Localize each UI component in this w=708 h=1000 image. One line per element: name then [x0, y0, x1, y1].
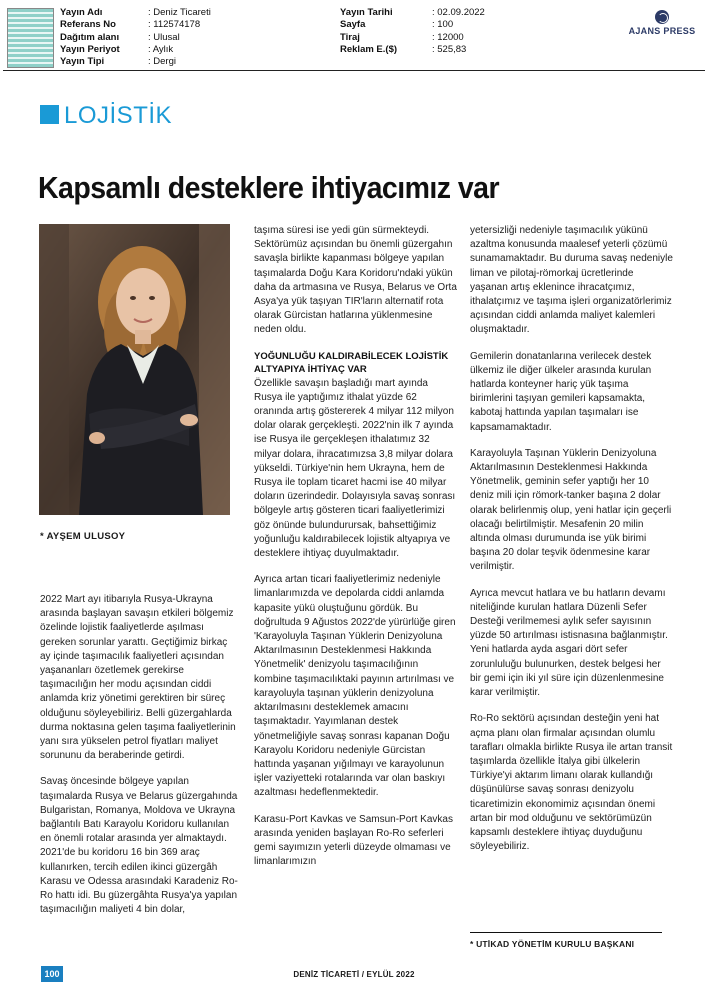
paragraph: Karayoluyla Taşınan Yüklerin Denizyoluna Aktarılmasının Desteklenmesi Hakkında Yönetmelik, geminin sefer yaptığı her 10 deniz mili için römork-tanker başına 2 dolar olarak belirlenmiş olup, yeni hatlar için geçerli olacağı belirtilmiştir. Mesafenin 20 milin altında olması durumunda ise yük birimi başına 20 dolar teşvik ödenmesine karar verilmiştir.: [470, 447, 672, 573]
meta-value: : 525,83: [432, 43, 467, 55]
meta-value: : Ulusal: [148, 31, 180, 43]
paragraph: Savaş öncesinde bölgeye yapılan taşımalarda Rusya ve Belarus güzergahında Bulgaristan, Romanya, Moldova ve Ukrayna bağlantılı Batı Karayolu Koridoru kullanılan en önemli rotalar arasında yer almaktaydı. 2021'de bu koridoru 16 bin 369 araç kullanırken, tercih edilen ikinci güzergâh Karasu ve Odessa arasındaki Karadeniz Ro-Ro hattı idi. Bu güzergâhta Rusya'ya yapılan taşımacılığın maliyeti 4 bin dolar,: [40, 776, 238, 916]
meta-value: : 100: [432, 19, 454, 31]
meta-key: Referans No: [60, 19, 116, 31]
paragraph: taşıma süresi ise yedi gün sürmekteydi. Sektörümüz açısından bu önemli güzergahın savaşla birlikte kapanması bölgeye yapılan taşımalarda Doğu Kara Koridoru'ndaki yükün daha da artmasına ve Rusya, Belarus ve Orta Asya'ya yük taşıyan TIR'ların alternatif rota olarak Gürcistan hatlarına yüklenmesine neden oldu.: [254, 225, 457, 336]
section-square-icon: [40, 105, 59, 124]
footer-publication: DENİZ TİCARETİ / EYLÜL 2022: [293, 970, 415, 979]
meta-row: [60, 7, 211, 19]
press-clipping-header: [0, 0, 708, 72]
signature-divider: [470, 932, 662, 933]
article-title: Kapsamlı desteklere ihtiyacımız var: [38, 170, 500, 205]
paragraph: Ayrıca artan ticari faaliyetlerimiz nedeniyle limanlarımızda ve depolarda ciddi anlamda kapasite yükü oluştuğunu gördük. Bu doğrultuda 9 Ağustos 2022'de yürürlüğe giren 'Karayoluyla Taşınan Yüklerin Denizyoluna Aktarılmasının Desteklenmesi Hakkında Yönetmelik' denizyolu taşımacılığının kombine taşımacılıktaki payının artırılması ve karayoluyla taşınan yüklerin denizyoluna aktarılmasını desteklemek amacını taşımaktadır. Yayımlanan destek yönetmeliğiyle savaş sonrası kapanan Doğu Karayolu Koridoru nedeniyle Gürcistan hattında yaşanan yığılmayı ve karayolunun işler vaziyetteki rotalarında var olan baskıyı azaltması hedeflenmektedir.: [254, 574, 456, 799]
ajans-press-logo: [626, 10, 698, 36]
meta-key: Dağıtım alanı: [60, 31, 120, 43]
header-divider: [3, 70, 705, 71]
meta-left: [60, 7, 211, 68]
meta-key: Sayfa: [340, 19, 366, 31]
meta-value: : 02.09.2022: [432, 7, 485, 18]
meta-right: [340, 7, 485, 56]
column-1: [40, 593, 240, 929]
meta-row: [60, 19, 211, 31]
photo-caption: * AYŞEM ULUSOY: [40, 531, 126, 542]
meta-value: : 12000: [432, 31, 464, 43]
paragraph: Gemilerin donatanlarına verilecek destek ülkemiz ile diğer ülkeler arasında kurulan hatlarda konteyner hariç yük taşıma birimlerini taşıyan gemileri kapsamakta, kabotaj hattında yapılan taşımaları ise kapsamamaktadır.: [470, 350, 652, 433]
meta-row: [60, 44, 211, 56]
meta-row: [340, 19, 485, 31]
author-photo: [39, 224, 230, 515]
meta-row: [60, 32, 211, 44]
meta-key: Yayın Adı: [60, 7, 103, 18]
meta-key: Yayın Tipi: [60, 56, 105, 68]
paragraph: 2022 Mart ayı itibarıyla Rusya-Ukrayna arasında başlayan savaşın etkileri bölgemiz özelinde lojistik faaliyetlerde aşılması gereken sorunlar yarattı. Geçtiğimiz birkaç ay içinde taşımacılık faaliyetleri açısından yaşananları özetlemek gerekirse taşımacılığın her modu açısından ciddi anlamda kriz yönetimi gerektiren bir süreç olduğunu söyleyebiliriz. Belli güzergahlarda durma noktasına gelen taşıma faaliyetlerinin yanı sıra yükselen petrol fiyatları maliyet sorununu da beraberinde getirdi.: [40, 594, 236, 762]
meta-row: [340, 44, 485, 56]
meta-row: [340, 7, 485, 19]
clipping-thumbnail: [7, 8, 54, 68]
meta-value: : Aylık: [148, 43, 174, 55]
paragraph: Karasu-Port Kavkas ve Samsun-Port Kavkas arasında yeniden başlayan Ro-Ro seferleri gemi sayımızın yeterli düzeyde olmaması ve limanlarımızın: [254, 813, 453, 868]
paragraph: Özellikle savaşın başladığı mart ayında Rusya ile yaptığımız ithalat yüzde 62 oranında artış göstererek 4 milyar 112 milyon dolar olarak gerçekleşti. 2022'nin ilk 7 ayında ise Rusya ile gerçekleşen ithalatımız 32 milyar dolara, ihracatımızsa 3,8 milyar dolara yükseldi. Türkiye'nin hem Ukrayna, hem de Rusya ile toplam ticaret hacmi ise 40 milyar doların üzerindedir. Dolayısıyla savaş sonrası bölgeyle artış gösteren ticari faaliyetlerimizi göz önünde bulundurursak, bahsettiğimiz yoğunluğu kaldırabilecek lojistik altyapıya ve desteklere ihtiyaç duyulmaktadır.: [254, 377, 456, 560]
author-title: * UTİKAD YÖNETİM KURULU BAŞKANI: [470, 939, 635, 949]
column-3: [470, 224, 673, 866]
meta-value: : Deniz Ticareti: [148, 7, 211, 18]
meta-key: Tiraj: [340, 31, 360, 43]
paragraph: Ayrıca mevcut hatlara ve bu hatların devamı niteliğinde kurulan hatlara Düzenli Sefer Desteği verilmemesi aylık sefer sayısının yüzde 50 artırılması istisnasına bağlanmıştır. Yeni hatlarda ayda asgari dört sefer zorunluluğu bulunurken, destek belgesi her bir gemi için iki yıl süre için düzenlenmesine karar verilmiştir.: [470, 587, 668, 699]
globe-icon: [655, 10, 669, 24]
brand-name: AJANS PRESS: [628, 26, 696, 36]
meta-row: [60, 56, 211, 68]
paragraph: Ro-Ro sektörü açısından desteğin yeni hat açma planı olan firmalar açısından olumlu tarafları olmakla birlikte Rusya ile artan transit taşımlarda özellikle İtalya gibi ülkelerin Türkiye'yi aktarım limanı olarak kullandığı düşünülürse savaş sonrası denizyolu ticaretimizin ekonomimiz açısından önemi artan bir mod olduğunu ve sektörümüzün kapsamlı desteklere ihtiyaç duyduğunu söyleyebiliriz.: [470, 713, 673, 853]
section-name: LOJİSTİK: [64, 102, 173, 129]
paragraph: yetersizliği nedeniyle taşımacılık yükünü azaltma konusunda maalesef yeterli çözümü sunamamaktadır. Bu duruma savaş nedeniyle liman ve pilotaj-römorkaj ücretlerinde yaşanan artış eklenince ihracatçımız, ithalatçımız ve taşıma işleri organizatörlerimiz açısından ciddi anlamda maliyet kalemleri oluşmaktadır.: [470, 225, 673, 336]
column-2: [254, 224, 457, 881]
meta-key: Reklam E.($): [340, 43, 398, 55]
subheading: YOĞUNLUĞU KALDIRABİLECEK LOJİSTİK ALTYAPIYA İHTİYAÇ VAR: [254, 350, 449, 376]
page-number: 100: [41, 966, 63, 982]
meta-key: Yayın Periyot: [60, 43, 120, 55]
meta-value: : Dergi: [148, 56, 176, 68]
meta-value: : 112574178: [148, 19, 201, 31]
meta-key: Yayın Tarihi: [340, 7, 393, 18]
meta-row: [340, 32, 485, 44]
portrait-illustration: [39, 224, 230, 515]
